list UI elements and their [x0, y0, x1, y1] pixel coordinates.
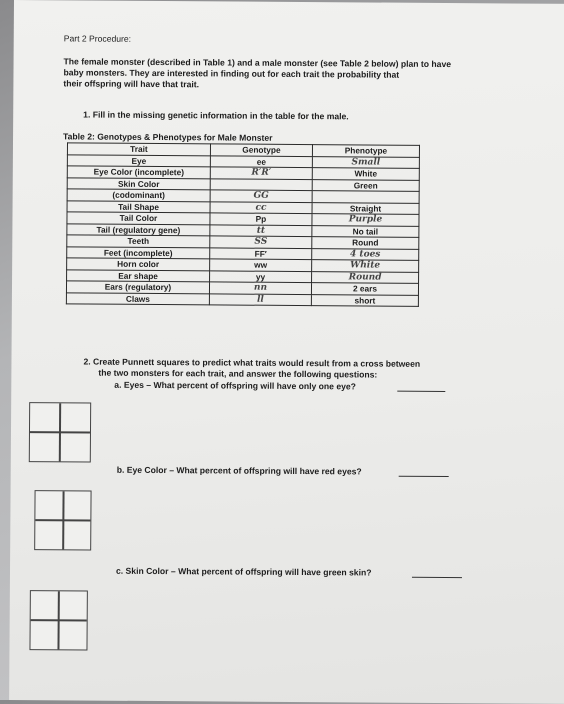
header-trait: Trait: [67, 143, 210, 155]
genotype-cell[interactable]: tt: [210, 224, 312, 236]
trait-cell: Tail (regulatory gene): [67, 223, 210, 235]
trait-cell: Tail Shape: [67, 200, 210, 212]
genotype-cell[interactable]: ee: [210, 155, 312, 167]
phenotype-cell[interactable]: Purple: [312, 214, 419, 226]
phenotype-cell: Straight: [312, 202, 419, 214]
page-title: Part 2 Procedure:: [63, 33, 132, 44]
punnett-square-b[interactable]: [34, 490, 91, 550]
phenotype-cell: Round: [312, 237, 419, 249]
genotype-cell: Pp: [210, 213, 312, 225]
phenotype-cell: No tail: [312, 225, 419, 237]
intro-line-3: their offspring will have that trait.: [63, 78, 200, 90]
genotype-cell: yy: [210, 270, 312, 282]
question-b: b. Eye Color – What percent of offspring will have red eyes?: [116, 464, 362, 477]
trait-cell: Ear shape: [67, 269, 210, 281]
trait-cell: Skin Color: [67, 177, 210, 189]
genotype-cell[interactable]: SS: [210, 236, 312, 248]
header-genotype: Genotype: [210, 144, 312, 156]
table-row: [66, 292, 418, 306]
genotype-cell: FF′: [210, 247, 312, 259]
genotype-cell[interactable]: ll: [209, 293, 311, 305]
genotype-cell[interactable]: GG: [210, 190, 312, 202]
phenotype-cell: short: [311, 294, 418, 306]
genotype-cell[interactable]: cc: [210, 201, 312, 213]
phenotype-cell: Green: [312, 179, 419, 191]
trait-cell: Teeth: [67, 235, 210, 247]
phenotype-cell[interactable]: [312, 191, 419, 203]
trait-cell: Eye Color (incomplete): [67, 166, 210, 178]
question-c: c. Skin Color – What percent of offspring will have green skin?: [115, 565, 372, 578]
genotype-cell: ww: [210, 259, 312, 271]
genotype-cell[interactable]: R′R′: [210, 167, 312, 179]
header-phenotype: Phenotype: [312, 145, 419, 157]
genotype-cell[interactable]: [210, 178, 312, 190]
trait-cell: Feet (incomplete): [67, 246, 210, 258]
trait-cell: Tail Color: [67, 212, 210, 224]
trait-cell: Ears (regulatory): [66, 281, 209, 293]
phenotype-cell[interactable]: Small: [312, 156, 419, 168]
grid-divider-horizontal: [30, 431, 90, 433]
answer-line-a[interactable]: [397, 391, 445, 392]
phenotype-cell: White: [312, 168, 419, 180]
phenotype-cell[interactable]: 4 toes: [312, 248, 419, 260]
phenotype-cell[interactable]: Round: [312, 271, 419, 283]
question-a: a. Eyes – What percent of offspring will have only one eye?: [114, 379, 356, 392]
trait-cell: Horn color: [67, 258, 210, 270]
genotype-phenotype-table: [66, 142, 420, 306]
step-2-line-2: the two monsters for each trait, and answer the following questions:: [98, 367, 378, 380]
phenotype-cell[interactable]: White: [312, 260, 419, 272]
intro-line-2: baby monsters. They are interested in finding out for each trait the probability that: [63, 67, 400, 80]
trait-cell: (codominant): [67, 189, 210, 201]
intro-line-1: The female monster (described in Table 1) and a male monster (see Table 2 below) plan to have: [63, 56, 452, 70]
genotype-cell[interactable]: nn: [209, 282, 311, 294]
step-2-line-1: 2. Create Punnett squares to predict what traits would result from a cross between: [83, 356, 421, 369]
grid-divider-horizontal: [31, 619, 87, 621]
answer-line-c[interactable]: [412, 577, 462, 578]
phenotype-cell: 2 ears: [311, 283, 418, 295]
trait-cell: Eye: [67, 154, 210, 166]
punnett-square-c[interactable]: [29, 590, 87, 650]
worksheet-page: [9, 0, 564, 704]
answer-line-b[interactable]: [399, 476, 449, 477]
step-1-instruction: 1. Fill in the missing genetic information in the table for the male.: [83, 109, 349, 122]
grid-divider-horizontal: [35, 519, 90, 521]
trait-cell: Claws: [66, 292, 209, 304]
table-caption: Table 2: Genotypes & Phenotypes for Male Monster: [63, 131, 273, 143]
punnett-square-a[interactable]: [29, 402, 91, 462]
